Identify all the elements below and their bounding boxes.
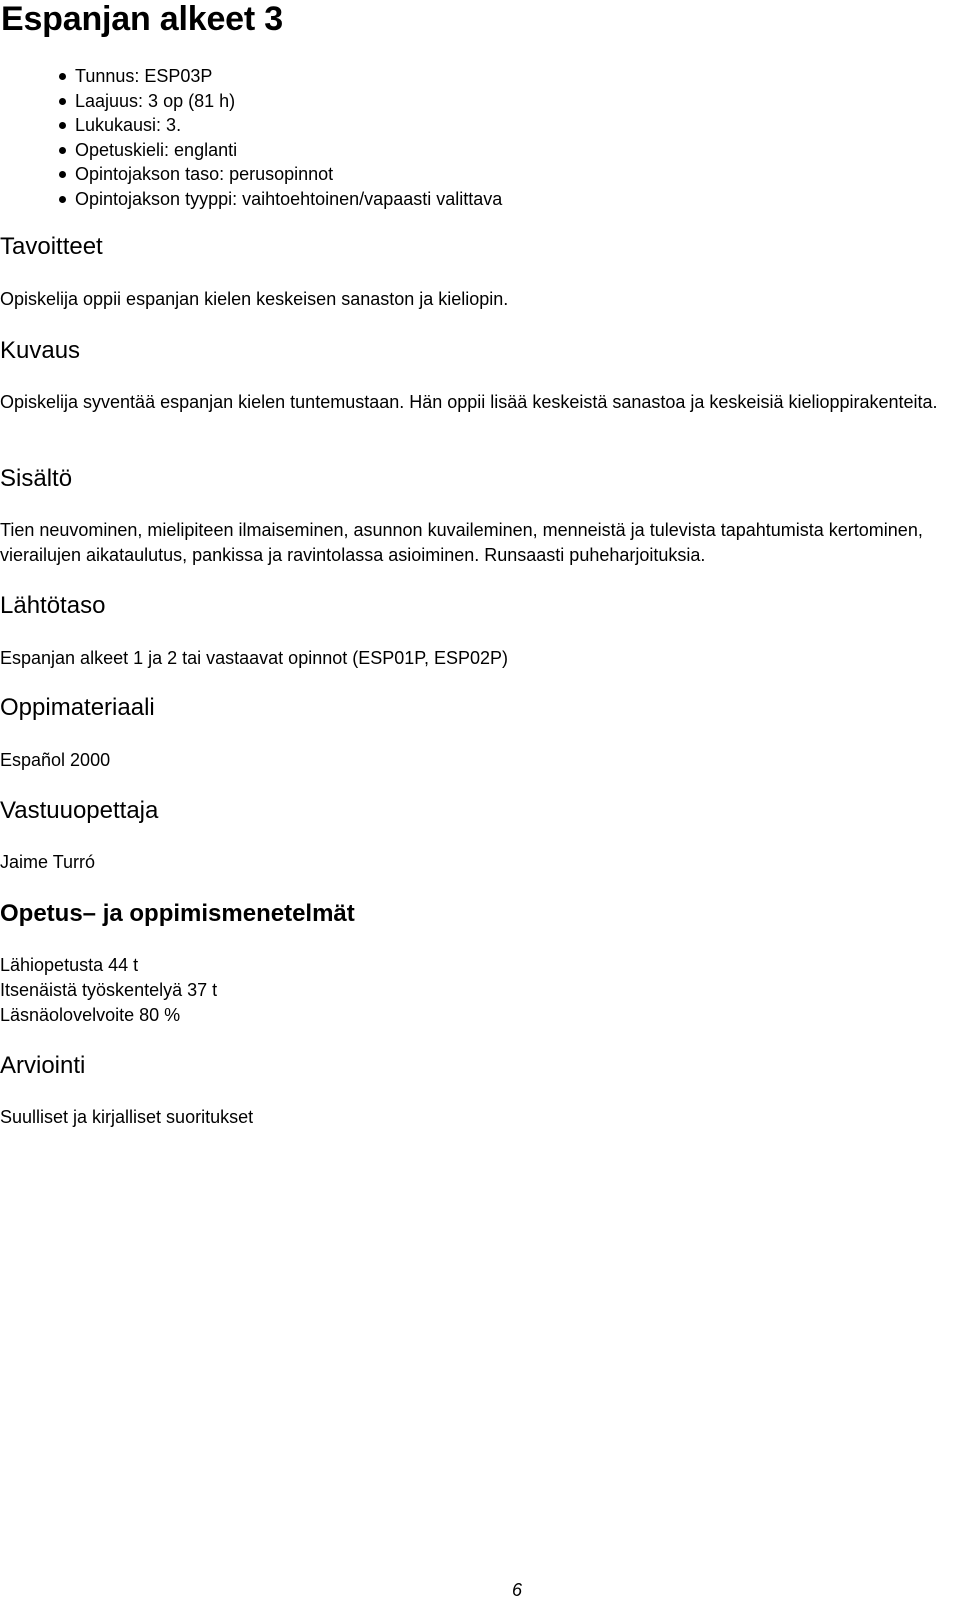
course-facts-list: [0, 64, 502, 211]
bullet-icon: [59, 147, 66, 154]
section-heading-lahtotaso: Lähtötaso: [0, 592, 106, 619]
section-text-kuvaus: Opiskelija syventää espanjan kielen tuntemustaan. Hän oppii lisää keskeistä sanastoa ja keskeisiä kielioppirakenteita.: [0, 392, 938, 412]
list-item: Lukukausi: 3.: [0, 113, 502, 138]
section-text-tavoitteet: Opiskelija oppii espanjan kielen keskeisen sanaston ja kieliopin.: [0, 289, 509, 309]
section-text-opetus-line-3: Läsnäolovelvoite 80 %: [0, 1005, 181, 1025]
bullet-icon: [59, 196, 66, 203]
section-heading-oppimateriaali: Oppimateriaali: [0, 694, 155, 721]
section-text-arviointi: Suulliset ja kirjalliset suoritukset: [0, 1107, 254, 1127]
list-item: Tunnus: ESP03P: [0, 64, 502, 89]
page-title: Espanjan alkeet 3: [1, 0, 283, 38]
section-text-oppimateriaali: Español 2000: [0, 750, 111, 770]
bullet-icon: [59, 171, 66, 178]
list-item: Opintojakson tyyppi: vaihtoehtoinen/vapaasti valittava: [0, 187, 502, 212]
section-text-opetus-line-2: Itsenäistä työskentelyä 37 t: [0, 980, 218, 1000]
bullet-icon: [59, 122, 66, 129]
section-text-vastuuopettaja: Jaime Turró: [0, 852, 96, 872]
list-item: Laajuus: 3 op (81 h): [0, 89, 502, 114]
page-number: 6: [512, 1580, 523, 1600]
section-heading-opetus: Opetus– ja oppimismenetelmät: [0, 900, 355, 927]
bullet-icon: [59, 98, 66, 105]
list-item: Opintojakson taso: perusopinnot: [0, 162, 502, 187]
bullet-icon: [59, 73, 66, 80]
section-text-lahtotaso: Espanjan alkeet 1 ja 2 tai vastaavat opinnot (ESP01P, ESP02P): [0, 648, 508, 668]
section-heading-arviointi: Arviointi: [0, 1052, 86, 1079]
section-heading-sisalto: Sisältö: [0, 465, 73, 492]
section-heading-vastuuopettaja: Vastuuopettaja: [0, 797, 159, 824]
section-heading-tavoitteet: Tavoitteet: [0, 233, 103, 260]
list-item: Opetuskieli: englanti: [0, 138, 502, 163]
section-text-sisalto: Tien neuvominen, mielipiteen ilmaiseminen, asunnon kuvaileminen, menneistä ja tulevista tapahtumista kertominen, vierailujen aikataulutus, pankissa ja ravintolassa asioiminen. Runsaasti puheharjoituksia.: [0, 520, 923, 565]
section-text-opetus-line-1: Lähiopetusta 44 t: [0, 955, 139, 975]
section-heading-kuvaus: Kuvaus: [0, 337, 81, 364]
